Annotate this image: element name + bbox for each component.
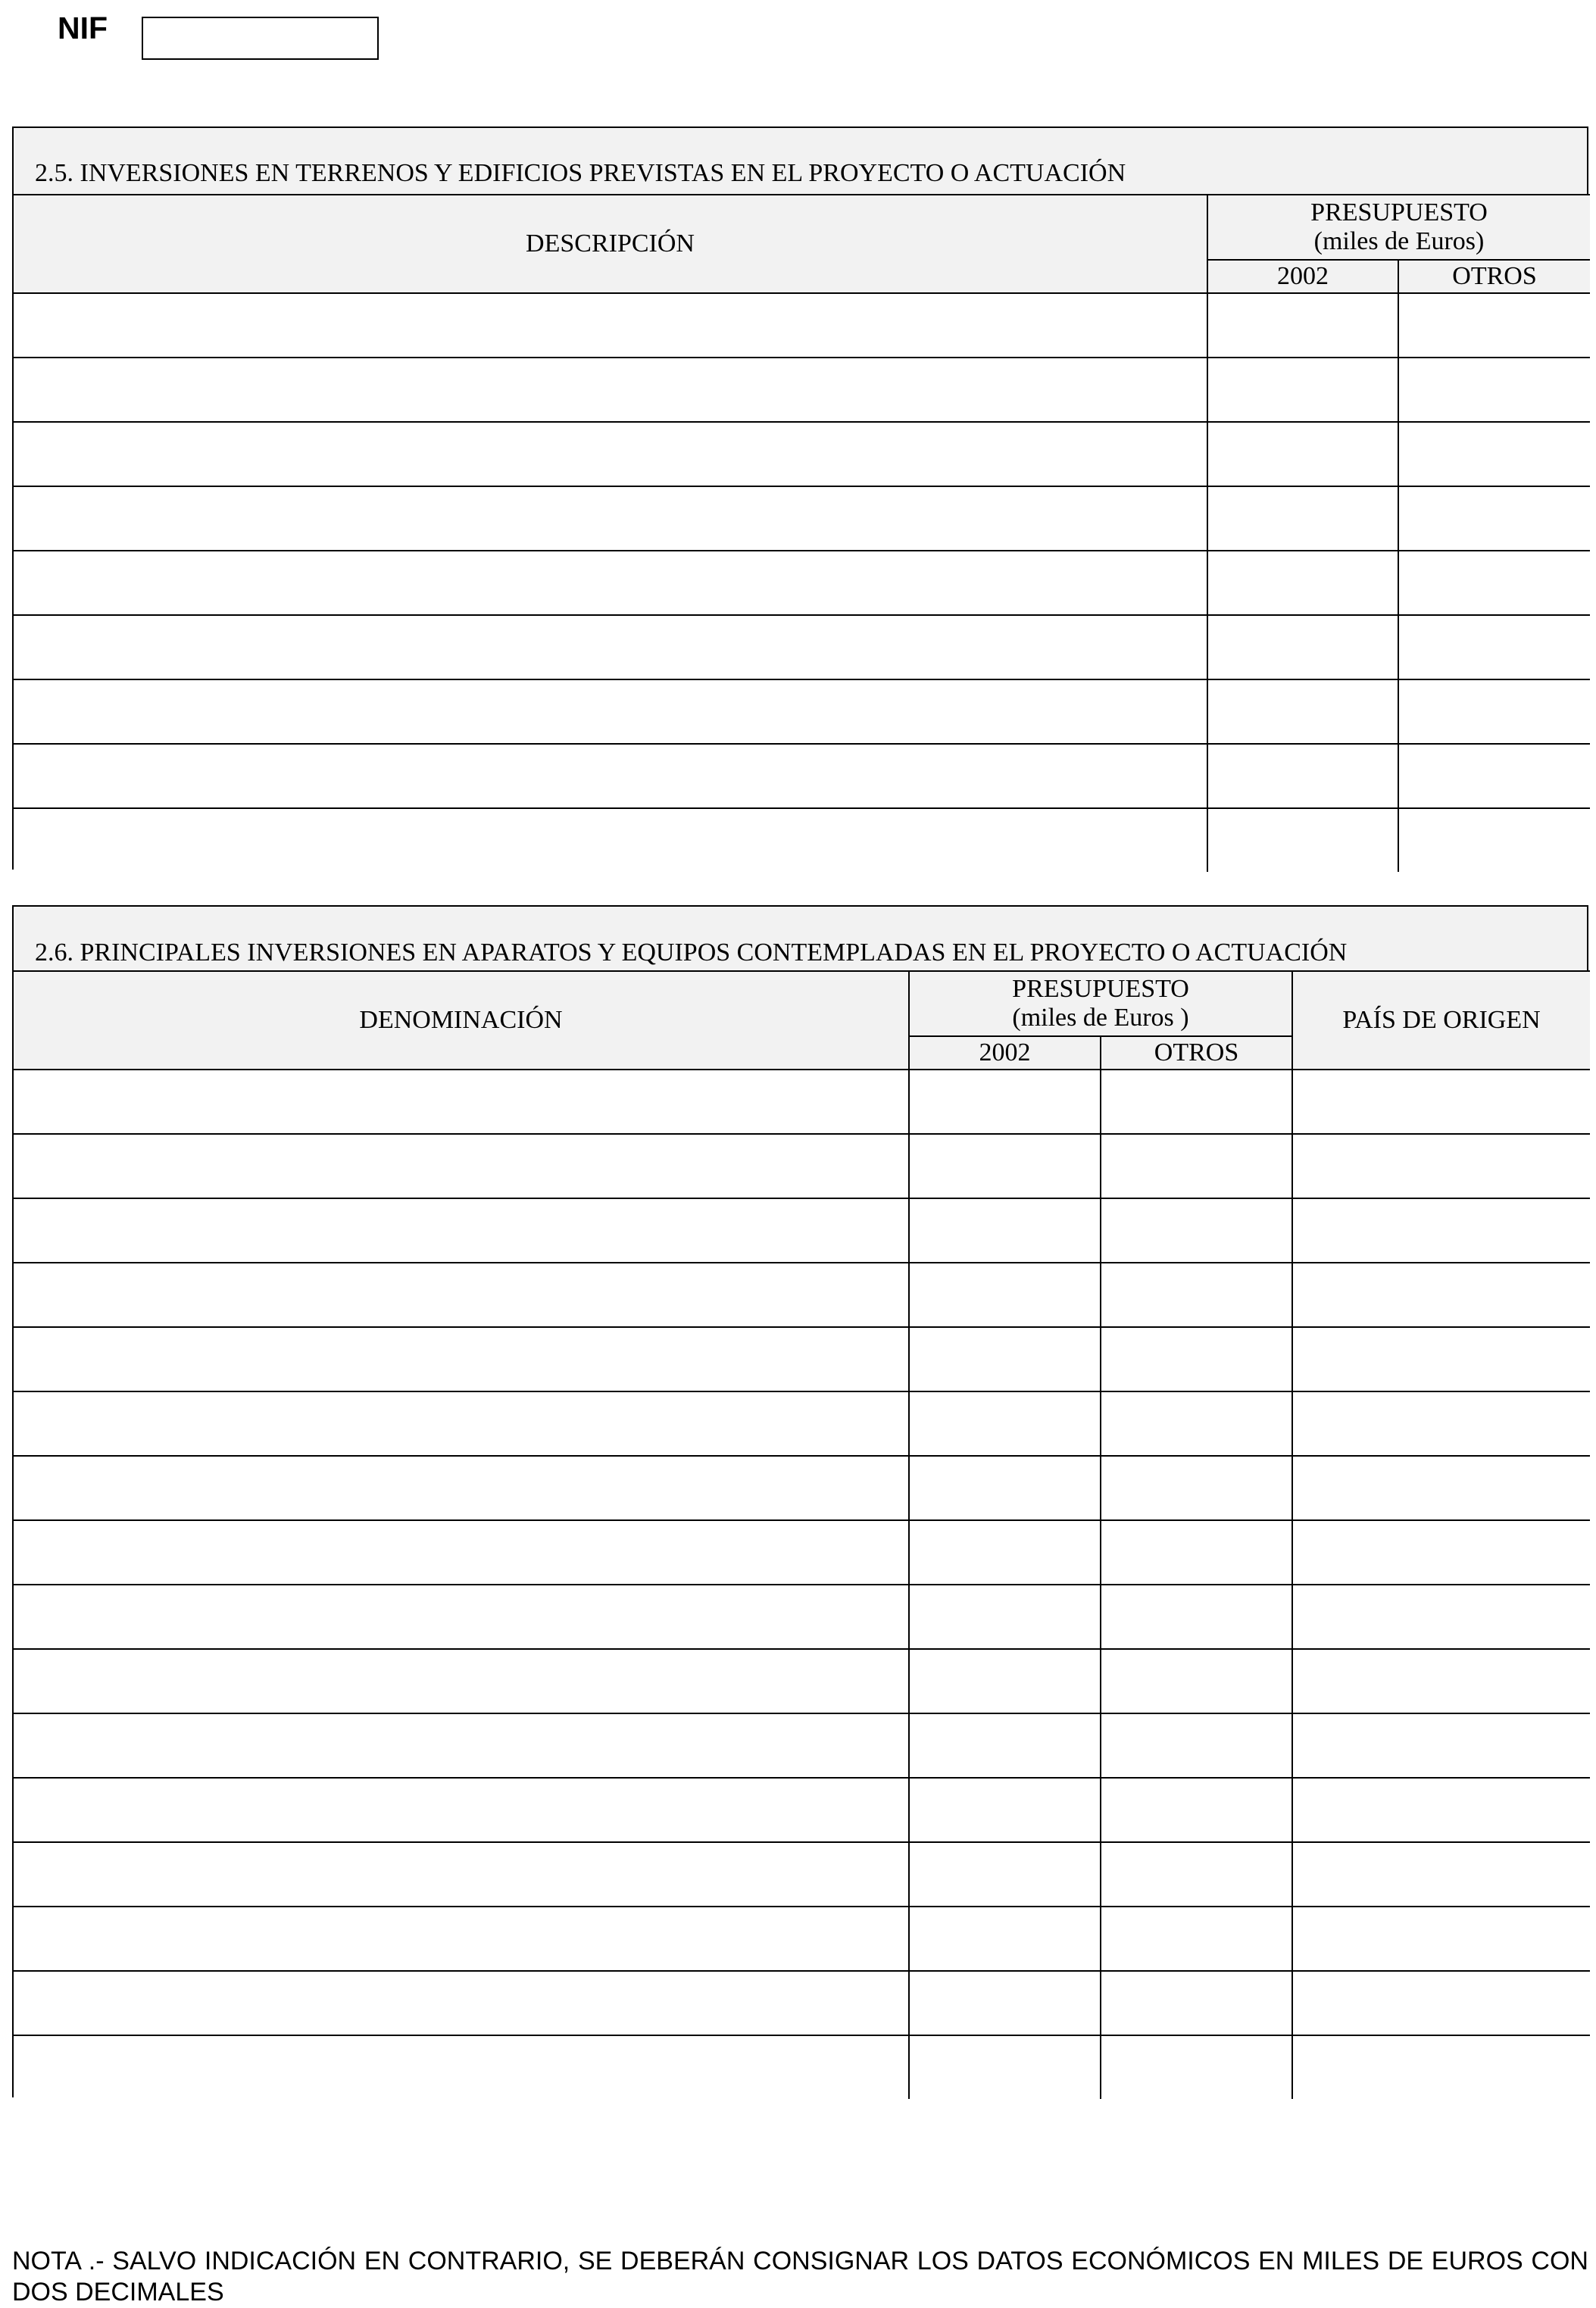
cell-pais[interactable] — [1292, 1456, 1590, 1520]
cell-pais[interactable] — [1292, 1134, 1590, 1198]
cell-2002[interactable] — [909, 1134, 1101, 1198]
table-row — [14, 1585, 1590, 1649]
cell-pais[interactable] — [1292, 1391, 1590, 1456]
cell-denominacion[interactable] — [14, 1842, 909, 1907]
cell-otros[interactable] — [1398, 744, 1590, 808]
table-row — [14, 615, 1590, 679]
cell-pais[interactable] — [1292, 1520, 1590, 1585]
cell-otros[interactable] — [1398, 615, 1590, 679]
cell-2002[interactable] — [909, 1585, 1101, 1649]
cell-pais[interactable] — [1292, 1263, 1590, 1327]
section-aparatos-equipos — [12, 905, 1588, 2097]
cell-2002[interactable] — [1207, 293, 1398, 358]
cell-denominacion[interactable] — [14, 1778, 909, 1842]
table-row — [14, 679, 1590, 744]
cell-otros[interactable] — [1101, 1391, 1292, 1456]
cell-otros[interactable] — [1398, 679, 1590, 744]
cell-2002[interactable] — [909, 1327, 1101, 1391]
table-row — [14, 808, 1590, 872]
table-row — [14, 744, 1590, 808]
cell-descripcion[interactable] — [14, 293, 1207, 358]
cell-descripcion[interactable] — [14, 551, 1207, 615]
cell-otros[interactable] — [1101, 1713, 1292, 1778]
col-header-2002: 2002 — [909, 1036, 1101, 1070]
cell-pais[interactable] — [1292, 1713, 1590, 1778]
cell-otros[interactable] — [1398, 486, 1590, 551]
col-header-descripcion: DESCRIPCIÓN — [14, 195, 1207, 293]
cell-2002[interactable] — [909, 1391, 1101, 1456]
cell-2002[interactable] — [909, 1842, 1101, 1907]
table-row — [14, 1778, 1590, 1842]
table-row — [14, 358, 1590, 422]
cell-otros[interactable] — [1398, 422, 1590, 486]
cell-otros[interactable] — [1101, 1585, 1292, 1649]
footnote: NOTA .- SALVO INDICACIÓN EN CONTRARIO, SE DEBERÁN CONSIGNAR LOS DATOS ECONÓMICOS EN MILES DE EUROS CON DOS DECIMALES — [12, 2247, 1588, 2306]
cell-denominacion[interactable] — [14, 1456, 909, 1520]
cell-otros[interactable] — [1101, 1520, 1292, 1585]
presupuesto-label: PRESUPUESTO — [1012, 975, 1189, 1003]
cell-denominacion[interactable] — [14, 1649, 909, 1713]
cell-pais[interactable] — [1292, 1842, 1590, 1907]
cell-descripcion[interactable] — [14, 422, 1207, 486]
nif-label: NIF — [58, 11, 108, 45]
cell-2002[interactable] — [909, 2035, 1101, 2099]
table-row — [14, 1198, 1590, 1263]
cell-otros[interactable] — [1101, 1070, 1292, 1134]
cell-2002[interactable] — [909, 1778, 1101, 1842]
aparatos-equipos-table — [14, 970, 1590, 2099]
table-row — [14, 293, 1590, 358]
table-row — [14, 486, 1590, 551]
cell-descripcion[interactable] — [14, 808, 1207, 872]
table-row — [14, 2035, 1590, 2099]
cell-descripcion[interactable] — [14, 358, 1207, 422]
cell-2002[interactable] — [1207, 422, 1398, 486]
cell-2002[interactable] — [1207, 744, 1398, 808]
cell-descripcion[interactable] — [14, 744, 1207, 808]
cell-denominacion[interactable] — [14, 1520, 909, 1585]
cell-pais[interactable] — [1292, 1971, 1590, 2035]
cell-2002[interactable] — [1207, 615, 1398, 679]
cell-otros[interactable] — [1101, 1778, 1292, 1842]
section-title: 2.6. PRINCIPALES INVERSIONES EN APARATOS Y EQUIPOS CONTEMPLADAS EN EL PROYECTO O ACTUACIÓN — [14, 907, 1587, 970]
presupuesto-label: PRESUPUESTO — [1310, 198, 1488, 226]
cell-2002[interactable] — [909, 1070, 1101, 1134]
cell-denominacion[interactable] — [14, 1070, 909, 1134]
cell-2002[interactable] — [1207, 679, 1398, 744]
section-terrenos-edificios — [12, 126, 1588, 870]
cell-2002[interactable] — [1207, 808, 1398, 872]
nif-field[interactable] — [142, 17, 379, 60]
table-row — [14, 422, 1590, 486]
table-row — [14, 1971, 1590, 2035]
cell-pais[interactable] — [1292, 2035, 1590, 2099]
table-row — [14, 551, 1590, 615]
cell-otros[interactable] — [1398, 808, 1590, 872]
cell-otros[interactable] — [1101, 1263, 1292, 1327]
section-title: 2.5. INVERSIONES EN TERRENOS Y EDIFICIOS PREVISTAS EN EL PROYECTO O ACTUACIÓN — [14, 128, 1587, 194]
table-row — [14, 1327, 1590, 1391]
cell-otros[interactable] — [1101, 1907, 1292, 1971]
cell-otros[interactable] — [1101, 1327, 1292, 1391]
table-row — [14, 1649, 1590, 1713]
table-row — [14, 1070, 1590, 1134]
cell-pais[interactable] — [1292, 1198, 1590, 1263]
cell-denominacion[interactable] — [14, 1971, 909, 2035]
table-row — [14, 1713, 1590, 1778]
cell-otros[interactable] — [1398, 358, 1590, 422]
cell-pais[interactable] — [1292, 1070, 1590, 1134]
cell-2002[interactable] — [1207, 551, 1398, 615]
cell-2002[interactable] — [1207, 486, 1398, 551]
cell-denominacion[interactable] — [14, 1391, 909, 1456]
table-row — [14, 1907, 1590, 1971]
cell-otros[interactable] — [1101, 1971, 1292, 2035]
cell-descripcion[interactable] — [14, 615, 1207, 679]
cell-descripcion[interactable] — [14, 486, 1207, 551]
cell-2002[interactable] — [909, 1971, 1101, 2035]
table-row — [14, 1456, 1590, 1520]
cell-pais[interactable] — [1292, 1585, 1590, 1649]
cell-otros[interactable] — [1101, 1198, 1292, 1263]
cell-2002[interactable] — [909, 1649, 1101, 1713]
cell-2002[interactable] — [1207, 358, 1398, 422]
cell-otros[interactable] — [1398, 551, 1590, 615]
table-row — [14, 1263, 1590, 1327]
col-header-otros: OTROS — [1101, 1036, 1292, 1070]
col-header-pais-origen: PAÍS DE ORIGEN — [1292, 971, 1590, 1070]
cell-pais[interactable] — [1292, 1327, 1590, 1391]
cell-2002[interactable] — [909, 1520, 1101, 1585]
cell-denominacion[interactable] — [14, 1327, 909, 1391]
col-header-denominacion: DENOMINACIÓN — [14, 971, 909, 1070]
table-row — [14, 1842, 1590, 1907]
cell-denominacion[interactable] — [14, 1263, 909, 1327]
cell-otros[interactable] — [1101, 1649, 1292, 1713]
cell-2002[interactable] — [909, 1456, 1101, 1520]
cell-otros[interactable] — [1101, 1842, 1292, 1907]
col-header-presupuesto — [909, 971, 1292, 1036]
cell-denominacion[interactable] — [14, 2035, 909, 2099]
cell-denominacion[interactable] — [14, 1585, 909, 1649]
cell-denominacion[interactable] — [14, 1713, 909, 1778]
cell-2002[interactable] — [909, 1263, 1101, 1327]
cell-pais[interactable] — [1292, 1649, 1590, 1713]
cell-pais[interactable] — [1292, 1907, 1590, 1971]
cell-descripcion[interactable] — [14, 679, 1207, 744]
cell-otros[interactable] — [1101, 2035, 1292, 2099]
col-header-2002: 2002 — [1207, 260, 1398, 293]
table-row — [14, 1520, 1590, 1585]
cell-otros[interactable] — [1398, 293, 1590, 358]
col-header-presupuesto — [1207, 195, 1590, 260]
table-row — [14, 1134, 1590, 1198]
cell-denominacion[interactable] — [14, 1907, 909, 1971]
cell-denominacion[interactable] — [14, 1134, 909, 1198]
cell-denominacion[interactable] — [14, 1198, 909, 1263]
terrenos-edificios-table — [14, 194, 1590, 872]
cell-pais[interactable] — [1292, 1778, 1590, 1842]
presupuesto-unit: (miles de Euros ) — [1012, 1004, 1189, 1032]
col-header-otros: OTROS — [1398, 260, 1590, 293]
cell-2002[interactable] — [909, 1198, 1101, 1263]
cell-otros[interactable] — [1101, 1134, 1292, 1198]
table-row — [14, 1391, 1590, 1456]
cell-2002[interactable] — [909, 1713, 1101, 1778]
presupuesto-unit: (miles de Euros) — [1313, 227, 1485, 255]
cell-otros[interactable] — [1101, 1456, 1292, 1520]
cell-2002[interactable] — [909, 1907, 1101, 1971]
